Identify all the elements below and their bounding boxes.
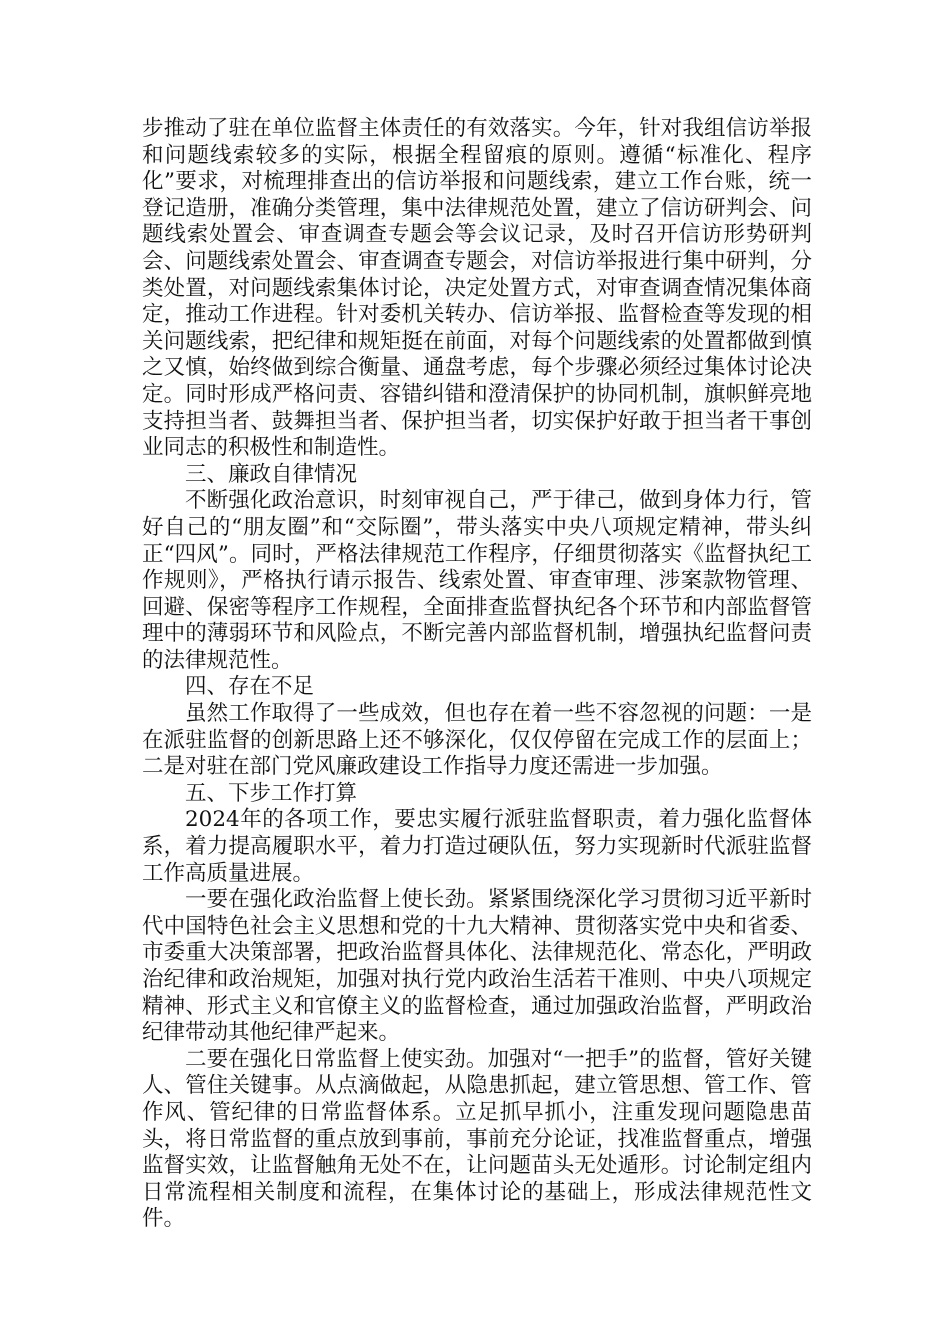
section-heading: 五、下步工作打算 <box>185 780 358 806</box>
body-paragraph: 2024年的各项工作，要忠实履行派驻监督职责，着力强化监督体系，着力提高履职水平，着力打造过硬队伍，努力实现新时代派驻监督工作高质量进展。 <box>142 807 812 886</box>
section-heading: 四、存在不足 <box>185 674 315 700</box>
body-paragraph: 步推动了驻在单位监督主体责任的有效落实。今年，针对我组信访举报和问题线索较多的实际，根据全程留痕的原则。遵循“标准化、程序化”要求，对梳理排查出的信访举报和问题线索，建立工作台账，统一登记造册，准确分类管理，集中法律规范处置，建立了信访研判会、问题线索处置会、审查调查专题会等会议记录，及时召开信访形势研判会、问题线索处置会、审查调查专题会，对信访举报进行集中研判，分类处置，对问题线索集体讨论，决定处置方式，对审查调查情况集体商定，推动工作进程。针对委机关转办、信访举报、监督检查等发现的相关问题线索，把纪律和规矩挺在前面，对每个问题线索的处置都做到慎之又慎，始终做到综合衡量、通盘考虑，每个步骤必须经过集体讨论决定。同时形成严格问责、容错纠错和澄清保护的协同机制，旗帜鲜亮地支持担当者、鼓舞担当者、保护担当者，切实保护好敢于担当者干事创业同志的积极性和制造性。 <box>142 116 812 461</box>
body-paragraph: 不断强化政治意识，时刻审视自己，严于律己，做到身体力行，管好自己的“朋友圈”和“交际圈”，带头落实中央八项规定精神，带头纠正“四风”。同时，严格法律规范工作程序，仔细贯彻落实《监督执纪工作规则》，严格执行请示报告、线索处置、审查审理、涉案款物管理、回避、保密等程序工作规程，全面排查监督执纪各个环节和内部监督管理中的薄弱环节和风险点，不断完善内部监督机制，增强执纪监督问责的法律规范性。 <box>142 488 812 673</box>
body-paragraph: 虽然工作取得了一些成效，但也存在着一些不容忽视的问题：一是在派驻监督的创新思路上还不够深化，仅仅停留在完成工作的层面上；二是对驻在部门党风廉政建设工作指导力度还需进一步加强。 <box>142 701 812 780</box>
body-paragraph: 一要在强化政治监督上使长劲。紧紧围绕深化学习贯彻习近平新时代中国特色社会主义思想和党的十九大精神、贯彻落实党中央和省委、市委重大决策部署，把政治监督具体化、法律规范化、常态化，严明政治纪律和政治规矩，加强对执行党内政治生活若干准则、中央八项规定精神、形式主义和官僚主义的监督检查，通过加强政治监督，严明政治纪律带动其他纪律严起来。 <box>142 887 812 1046</box>
section-heading: 三、廉政自律情况 <box>185 461 358 487</box>
document-page <box>142 116 812 1233</box>
body-paragraph: 二要在强化日常监督上使实劲。加强对“一把手”的监督，管好关键人、管住关键事。从点滴做起，从隐患抓起，建立管思想、管工作、管作风、管纪律的日常监督体系。立足抓早抓小，注重发现问题隐患苗头，将日常监督的重点放到事前，事前充分论证，找准监督重点，增强监督实效，让监督触角无处不在，让问题苗头无处遁形。讨论制定组内日常流程相关制度和流程，在集体讨论的基础上，形成法律规范性文件。 <box>142 1046 812 1232</box>
